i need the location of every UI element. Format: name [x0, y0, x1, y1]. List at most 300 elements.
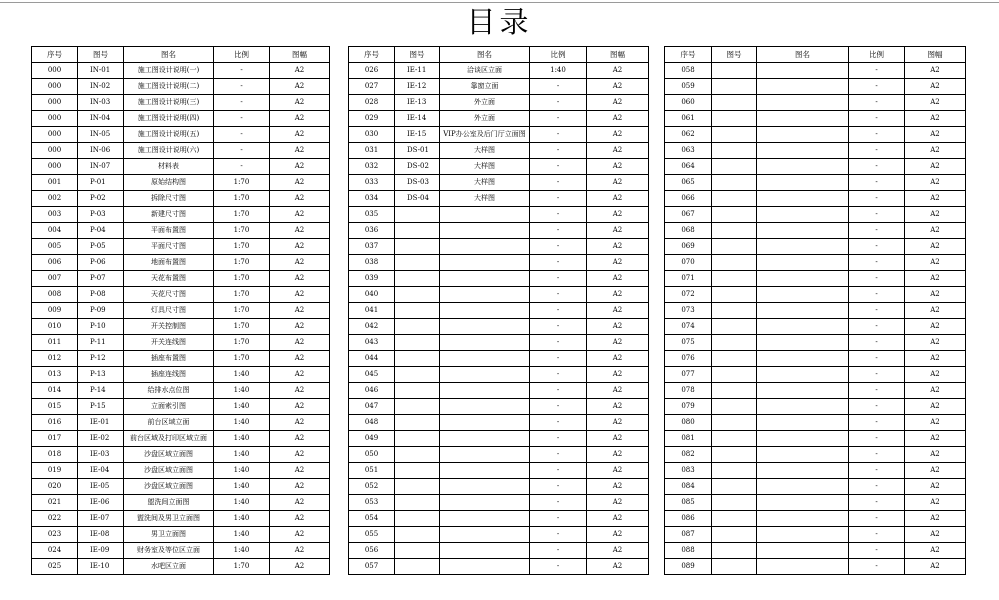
drawing-name-cell — [440, 559, 530, 575]
seq-cell: 018 — [32, 447, 78, 463]
header-seq: 序号 — [665, 47, 712, 63]
drawing-name-cell: 开关连线图 — [124, 335, 214, 351]
seq-cell: 007 — [32, 271, 78, 287]
table-row — [349, 207, 649, 223]
table-row — [32, 111, 330, 127]
drawing-name-cell — [757, 335, 849, 351]
scale-cell: 1:40 — [214, 447, 270, 463]
drawing-number-cell: P-03 — [78, 207, 124, 223]
sheet-size-cell: A2 — [270, 431, 330, 447]
drawing-name-cell — [757, 479, 849, 495]
drawing-number-cell — [395, 431, 440, 447]
drawing-name-cell: 大样图 — [440, 191, 530, 207]
table-row — [349, 111, 649, 127]
drawing-number-cell: P-04 — [78, 223, 124, 239]
drawing-number-cell — [712, 95, 757, 111]
drawing-number-cell: IN-04 — [78, 111, 124, 127]
sheet-size-cell: A2 — [587, 495, 649, 511]
drawing-name-cell: 施工图设计说明(六) — [124, 143, 214, 159]
sheet-size-cell: A2 — [587, 303, 649, 319]
sheet-size-cell: A2 — [905, 447, 966, 463]
seq-cell: 076 — [665, 351, 712, 367]
table-row — [349, 159, 649, 175]
seq-cell: 041 — [349, 303, 395, 319]
drawing-number-cell — [712, 527, 757, 543]
seq-cell: 078 — [665, 383, 712, 399]
seq-cell: 034 — [349, 191, 395, 207]
drawing-number-cell: P-15 — [78, 399, 124, 415]
sheet-size-cell: A2 — [270, 159, 330, 175]
table-header-row — [349, 47, 649, 63]
sheet-size-cell: A2 — [587, 239, 649, 255]
table-row — [349, 303, 649, 319]
table-row — [665, 175, 966, 191]
drawing-name-cell — [440, 495, 530, 511]
drawing-number-cell — [712, 383, 757, 399]
table-row — [32, 335, 330, 351]
sheet-size-cell: A2 — [905, 271, 966, 287]
sheet-size-cell: A2 — [587, 143, 649, 159]
scale-cell: - — [849, 431, 905, 447]
table-row — [32, 303, 330, 319]
drawing-number-cell — [395, 527, 440, 543]
scale-cell: - — [530, 175, 587, 191]
sheet-size-cell: A2 — [905, 383, 966, 399]
seq-cell: 000 — [32, 143, 78, 159]
drawing-name-cell — [440, 383, 530, 399]
drawing-number-cell: IE-02 — [78, 431, 124, 447]
seq-cell: 004 — [32, 223, 78, 239]
table-row — [32, 543, 330, 559]
seq-cell: 084 — [665, 479, 712, 495]
drawing-number-cell: IE-13 — [395, 95, 440, 111]
drawing-number-cell — [712, 271, 757, 287]
drawing-name-cell: 财务室及等位区立面 — [124, 543, 214, 559]
drawing-number-cell: P-05 — [78, 239, 124, 255]
table-row — [665, 159, 966, 175]
seq-cell: 047 — [349, 399, 395, 415]
drawing-number-cell: IN-05 — [78, 127, 124, 143]
drawing-name-cell — [757, 367, 849, 383]
sheet-size-cell: A2 — [905, 543, 966, 559]
scale-cell: - — [849, 367, 905, 383]
seq-cell: 040 — [349, 287, 395, 303]
sheet-size-cell: A2 — [905, 527, 966, 543]
sheet-size-cell: A2 — [587, 351, 649, 367]
drawing-number-cell — [712, 511, 757, 527]
table-row — [32, 63, 330, 79]
drawing-name-cell — [440, 319, 530, 335]
seq-cell: 037 — [349, 239, 395, 255]
header-seq: 序号 — [32, 47, 78, 63]
table-row — [665, 495, 966, 511]
scale-cell: 1:40 — [214, 543, 270, 559]
table-row — [349, 495, 649, 511]
drawing-number-cell — [712, 287, 757, 303]
table-row — [349, 223, 649, 239]
scale-cell: 1:40 — [214, 495, 270, 511]
table-row — [665, 111, 966, 127]
table-row — [349, 127, 649, 143]
drawing-number-cell — [712, 207, 757, 223]
drawing-name-cell: 洽谈区立面 — [440, 63, 530, 79]
seq-cell: 021 — [32, 495, 78, 511]
sheet-size-cell: A2 — [270, 239, 330, 255]
table-row — [665, 95, 966, 111]
sheet-size-cell: A2 — [905, 431, 966, 447]
table-row — [349, 63, 649, 79]
scale-cell: - — [849, 495, 905, 511]
drawing-number-cell: P-06 — [78, 255, 124, 271]
drawing-number-cell — [712, 143, 757, 159]
table-row — [665, 303, 966, 319]
drawing-name-cell: 原始结构图 — [124, 175, 214, 191]
scale-cell: - — [849, 191, 905, 207]
scale-cell: - — [530, 399, 587, 415]
table-row — [32, 207, 330, 223]
seq-cell: 015 — [32, 399, 78, 415]
drawing-number-cell — [712, 319, 757, 335]
drawing-name-cell: 灯具尺寸图 — [124, 303, 214, 319]
seq-cell: 035 — [349, 207, 395, 223]
table-row — [665, 511, 966, 527]
drawing-name-cell: 水吧区立面 — [124, 559, 214, 575]
scale-cell: - — [214, 79, 270, 95]
header-drawing-name: 图名 — [440, 47, 530, 63]
sheet-size-cell: A2 — [587, 543, 649, 559]
drawing-index-table-1 — [31, 46, 330, 575]
drawing-name-cell — [440, 271, 530, 287]
sheet-size-cell: A2 — [587, 223, 649, 239]
table-header-row — [665, 47, 966, 63]
seq-cell: 038 — [349, 255, 395, 271]
seq-cell: 072 — [665, 287, 712, 303]
drawing-name-cell — [440, 431, 530, 447]
sheet-size-cell: A2 — [587, 335, 649, 351]
drawing-number-cell — [712, 303, 757, 319]
drawing-name-cell — [757, 511, 849, 527]
scale-cell: - — [530, 255, 587, 271]
drawing-name-cell — [757, 415, 849, 431]
scale-cell: 1:70 — [214, 319, 270, 335]
sheet-size-cell: A2 — [587, 559, 649, 575]
table-row — [665, 79, 966, 95]
header-drawing-number: 图号 — [712, 47, 757, 63]
drawing-number-cell — [395, 335, 440, 351]
sheet-size-cell: A2 — [270, 479, 330, 495]
drawing-name-cell: 施工图设计说明(一) — [124, 63, 214, 79]
seq-cell: 023 — [32, 527, 78, 543]
sheet-size-cell: A2 — [587, 159, 649, 175]
sheet-size-cell: A2 — [270, 175, 330, 191]
scale-cell: - — [530, 207, 587, 223]
scale-cell: - — [530, 95, 587, 111]
sheet-size-cell: A2 — [270, 495, 330, 511]
table-row — [665, 319, 966, 335]
drawing-name-cell — [440, 239, 530, 255]
drawing-number-cell: DS-02 — [395, 159, 440, 175]
seq-cell: 061 — [665, 111, 712, 127]
sheet-size-cell: A2 — [270, 527, 330, 543]
drawing-number-cell — [712, 175, 757, 191]
seq-cell: 012 — [32, 351, 78, 367]
sheet-size-cell: A2 — [587, 447, 649, 463]
table-row — [32, 527, 330, 543]
sheet-size-cell: A2 — [270, 463, 330, 479]
drawing-number-cell — [712, 111, 757, 127]
drawing-number-cell: IE-07 — [78, 511, 124, 527]
drawing-number-cell — [395, 239, 440, 255]
drawing-number-cell: P-01 — [78, 175, 124, 191]
drawing-number-cell: DS-01 — [395, 143, 440, 159]
drawing-name-cell — [440, 303, 530, 319]
seq-cell: 049 — [349, 431, 395, 447]
scale-cell: - — [530, 367, 587, 383]
seq-cell: 060 — [665, 95, 712, 111]
seq-cell: 001 — [32, 175, 78, 191]
table-row — [665, 143, 966, 159]
drawing-name-cell — [757, 495, 849, 511]
drawing-name-cell — [757, 447, 849, 463]
drawing-name-cell: 前台区域及打印区域立面 — [124, 431, 214, 447]
drawing-name-cell — [440, 399, 530, 415]
seq-cell: 000 — [32, 159, 78, 175]
table-row — [32, 287, 330, 303]
scale-cell: - — [530, 431, 587, 447]
seq-cell: 020 — [32, 479, 78, 495]
drawing-name-cell: 大样图 — [440, 159, 530, 175]
scale-cell: - — [530, 319, 587, 335]
drawing-number-cell — [712, 255, 757, 271]
drawing-number-cell: P-12 — [78, 351, 124, 367]
scale-cell: - — [849, 399, 905, 415]
seq-cell: 043 — [349, 335, 395, 351]
scale-cell: - — [849, 79, 905, 95]
seq-cell: 042 — [349, 319, 395, 335]
table-row — [349, 479, 649, 495]
drawing-number-cell — [395, 543, 440, 559]
sheet-size-cell: A2 — [587, 63, 649, 79]
scale-cell: - — [849, 63, 905, 79]
table-row — [32, 159, 330, 175]
sheet-size-cell: A2 — [905, 399, 966, 415]
sheet-size-cell: A2 — [587, 287, 649, 303]
drawing-name-cell: 前台区域立面 — [124, 415, 214, 431]
scale-cell: 1:70 — [214, 303, 270, 319]
table-row — [32, 447, 330, 463]
drawing-name-cell — [440, 447, 530, 463]
seq-cell: 002 — [32, 191, 78, 207]
drawing-number-cell — [712, 159, 757, 175]
seq-cell: 071 — [665, 271, 712, 287]
table-row — [665, 463, 966, 479]
header-drawing-name: 图名 — [757, 47, 849, 63]
scale-cell: 1:40 — [530, 63, 587, 79]
table-row — [349, 559, 649, 575]
header-drawing-number: 图号 — [78, 47, 124, 63]
table-row — [349, 527, 649, 543]
drawing-name-cell — [757, 351, 849, 367]
sheet-size-cell: A2 — [587, 127, 649, 143]
drawing-name-cell — [757, 223, 849, 239]
table-row — [32, 495, 330, 511]
seq-cell: 085 — [665, 495, 712, 511]
table-row — [665, 479, 966, 495]
table-row — [32, 351, 330, 367]
table-row — [32, 95, 330, 111]
drawing-name-cell: 拆除尺寸图 — [124, 191, 214, 207]
sheet-size-cell: A2 — [587, 271, 649, 287]
table-row — [665, 447, 966, 463]
drawing-index-table-3 — [664, 46, 966, 575]
drawing-number-cell: P-14 — [78, 383, 124, 399]
drawing-name-cell — [440, 223, 530, 239]
scale-cell: - — [849, 335, 905, 351]
drawing-name-cell: 材料表 — [124, 159, 214, 175]
sheet-size-cell: A2 — [905, 415, 966, 431]
drawing-name-cell — [440, 207, 530, 223]
sheet-size-cell: A2 — [587, 511, 649, 527]
scale-cell: - — [849, 223, 905, 239]
seq-cell: 005 — [32, 239, 78, 255]
scale-cell: - — [849, 463, 905, 479]
drawing-number-cell — [712, 479, 757, 495]
drawing-number-cell — [395, 207, 440, 223]
drawing-number-cell: IN-07 — [78, 159, 124, 175]
table-row — [349, 511, 649, 527]
scale-cell: - — [849, 239, 905, 255]
table-row — [665, 255, 966, 271]
table-row — [665, 399, 966, 415]
scale-cell: - — [530, 143, 587, 159]
seq-cell: 063 — [665, 143, 712, 159]
scale-cell: - — [530, 351, 587, 367]
seq-cell: 069 — [665, 239, 712, 255]
scale-cell: 1:70 — [214, 239, 270, 255]
scale-cell: 1:40 — [214, 479, 270, 495]
drawing-number-cell: IE-12 — [395, 79, 440, 95]
scale-cell: - — [530, 79, 587, 95]
drawing-number-cell: P-09 — [78, 303, 124, 319]
drawing-number-cell: P-13 — [78, 367, 124, 383]
drawing-name-cell — [757, 207, 849, 223]
header-scale: 比例 — [849, 47, 905, 63]
drawing-name-cell — [440, 415, 530, 431]
scale-cell: - — [849, 207, 905, 223]
drawing-name-cell: 新建尺寸图 — [124, 207, 214, 223]
scale-cell: - — [849, 527, 905, 543]
sheet-size-cell: A2 — [905, 463, 966, 479]
drawing-number-cell — [395, 463, 440, 479]
sheet-size-cell: A2 — [905, 335, 966, 351]
drawing-number-cell — [712, 463, 757, 479]
sheet-size-cell: A2 — [905, 191, 966, 207]
scale-cell: - — [849, 559, 905, 575]
table-row — [32, 191, 330, 207]
table-row — [665, 559, 966, 575]
drawing-name-cell — [757, 303, 849, 319]
drawing-number-cell — [712, 223, 757, 239]
seq-cell: 003 — [32, 207, 78, 223]
seq-cell: 052 — [349, 479, 395, 495]
sheet-size-cell: A2 — [270, 511, 330, 527]
seq-cell: 053 — [349, 495, 395, 511]
drawing-name-cell: 插座连线图 — [124, 367, 214, 383]
scale-cell: 1:40 — [214, 399, 270, 415]
drawing-name-cell — [757, 543, 849, 559]
seq-cell: 062 — [665, 127, 712, 143]
scale-cell: - — [214, 127, 270, 143]
drawing-name-cell: 天花布置图 — [124, 271, 214, 287]
drawing-name-cell — [440, 543, 530, 559]
scale-cell: 1:40 — [214, 511, 270, 527]
seq-cell: 066 — [665, 191, 712, 207]
drawing-name-cell: 靠窗立面 — [440, 79, 530, 95]
seq-cell: 088 — [665, 543, 712, 559]
scale-cell: 1:40 — [214, 527, 270, 543]
table-row — [32, 223, 330, 239]
seq-cell: 013 — [32, 367, 78, 383]
seq-cell: 008 — [32, 287, 78, 303]
drawing-number-cell — [395, 351, 440, 367]
drawing-name-cell — [757, 271, 849, 287]
scale-cell: - — [530, 287, 587, 303]
scale-cell: - — [214, 111, 270, 127]
seq-cell: 059 — [665, 79, 712, 95]
sheet-size-cell: A2 — [587, 367, 649, 383]
top-rule — [0, 2, 999, 3]
seq-cell: 000 — [32, 127, 78, 143]
drawing-name-cell — [757, 143, 849, 159]
seq-cell: 022 — [32, 511, 78, 527]
sheet-size-cell: A2 — [905, 479, 966, 495]
drawing-name-cell — [440, 351, 530, 367]
table-row — [665, 527, 966, 543]
table-row — [349, 95, 649, 111]
seq-cell: 017 — [32, 431, 78, 447]
scale-cell: - — [849, 271, 905, 287]
drawing-name-cell: 沙盘区域立面图 — [124, 447, 214, 463]
sheet-size-cell: A2 — [270, 287, 330, 303]
drawing-number-cell: IE-05 — [78, 479, 124, 495]
scale-cell: - — [530, 271, 587, 287]
drawing-name-cell: 施工图设计说明(四) — [124, 111, 214, 127]
table-row — [349, 319, 649, 335]
sheet-size-cell: A2 — [587, 415, 649, 431]
table-row — [349, 367, 649, 383]
scale-cell: 1:70 — [214, 191, 270, 207]
drawing-number-cell — [395, 495, 440, 511]
drawing-name-cell — [757, 399, 849, 415]
sheet-size-cell: A2 — [270, 95, 330, 111]
drawing-name-cell — [757, 239, 849, 255]
table-row — [349, 271, 649, 287]
table-row — [32, 319, 330, 335]
drawing-number-cell: IE-11 — [395, 63, 440, 79]
drawing-name-cell: 外立面 — [440, 95, 530, 111]
seq-cell: 006 — [32, 255, 78, 271]
drawing-number-cell: DS-03 — [395, 175, 440, 191]
scale-cell: - — [530, 415, 587, 431]
scale-cell: - — [849, 319, 905, 335]
sheet-size-cell: A2 — [587, 319, 649, 335]
table-row — [349, 463, 649, 479]
seq-cell: 026 — [349, 63, 395, 79]
sheet-size-cell: A2 — [587, 79, 649, 95]
seq-cell: 031 — [349, 143, 395, 159]
sheet-size-cell: A2 — [905, 175, 966, 191]
scale-cell: - — [530, 335, 587, 351]
